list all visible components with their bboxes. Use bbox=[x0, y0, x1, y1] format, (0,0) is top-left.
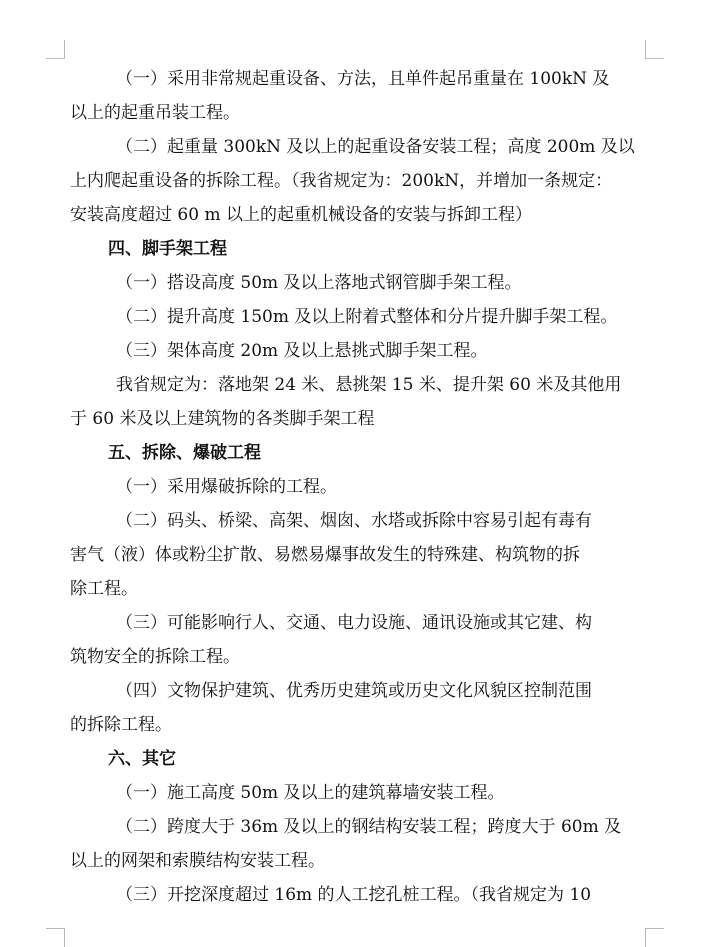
section-heading: 四、脚手架工程 bbox=[108, 239, 227, 259]
section-heading: 六、其它 bbox=[108, 749, 176, 769]
paragraph-line: 于 60 米及以上建筑物的各类脚手架工程 bbox=[70, 409, 375, 429]
paragraph-line: （三）可能影响行人、交通、电力设施、通讯设施或其它建、构 bbox=[116, 613, 592, 633]
paragraph-line: 害气（液）体或粉尘扩散、易燃易爆事故发生的特殊建、构筑物的拆 bbox=[70, 545, 580, 565]
paragraph-line: （二）起重量 300kN 及以上的起重设备安装工程；高度 200m 及以 bbox=[116, 137, 635, 157]
page-corner-mark-top-left bbox=[46, 40, 65, 59]
paragraph-line: （一）采用非常规起重设备、方法，且单件起吊重量在 100kN 及 bbox=[116, 69, 610, 89]
paragraph-line: （一）施工高度 50m 及以上的建筑幕墙安装工程。 bbox=[116, 783, 505, 803]
paragraph-line: 的拆除工程。 bbox=[70, 715, 172, 735]
paragraph-line: 以上的网架和索膜结构安装工程。 bbox=[70, 851, 325, 871]
paragraph-line: （二）跨度大于 36m 及以上的钢结构安装工程；跨度大于 60m 及 bbox=[116, 817, 622, 837]
page-corner-mark-bottom-right bbox=[645, 928, 664, 947]
paragraph-line: （三）开挖深度超过 16m 的人工挖孔桩工程。（我省规定为 10 bbox=[116, 885, 592, 905]
section-heading: 五、拆除、爆破工程 bbox=[108, 443, 261, 463]
paragraph-line: 安装高度超过 60 m 以上的起重机械设备的安装与拆卸工程） bbox=[70, 205, 532, 225]
paragraph-line: 以上的起重吊装工程。 bbox=[70, 103, 240, 123]
paragraph-line: （一）采用爆破拆除的工程。 bbox=[116, 477, 337, 497]
page-corner-mark-bottom-left bbox=[46, 928, 65, 947]
paragraph-line: （三）架体高度 20m 及以上悬挑式脚手架工程。 bbox=[116, 341, 488, 361]
paragraph-line: （二）码头、桥梁、高架、烟囱、水塔或拆除中容易引起有毒有 bbox=[116, 511, 592, 531]
document-body bbox=[70, 62, 644, 912]
paragraph-line: 我省规定为：落地架 24 米、悬挑架 15 米、提升架 60 米及其他用 bbox=[116, 375, 622, 395]
page-corner-mark-top-right bbox=[645, 40, 664, 59]
paragraph-line: 上内爬起重设备的拆除工程。（我省规定为：200kN，并增加一条规定： bbox=[70, 171, 613, 191]
paragraph-line: （一）搭设高度 50m 及以上落地式钢管脚手架工程。 bbox=[116, 273, 522, 293]
paragraph-line: （二）提升高度 150m 及以上附着式整体和分片提升脚手架工程。 bbox=[116, 307, 618, 327]
paragraph-line: 筑物安全的拆除工程。 bbox=[70, 647, 240, 667]
paragraph-line: 除工程。 bbox=[70, 579, 138, 599]
paragraph-line: （四）文物保护建筑、优秀历史建筑或历史文化风貌区控制范围 bbox=[116, 681, 592, 701]
